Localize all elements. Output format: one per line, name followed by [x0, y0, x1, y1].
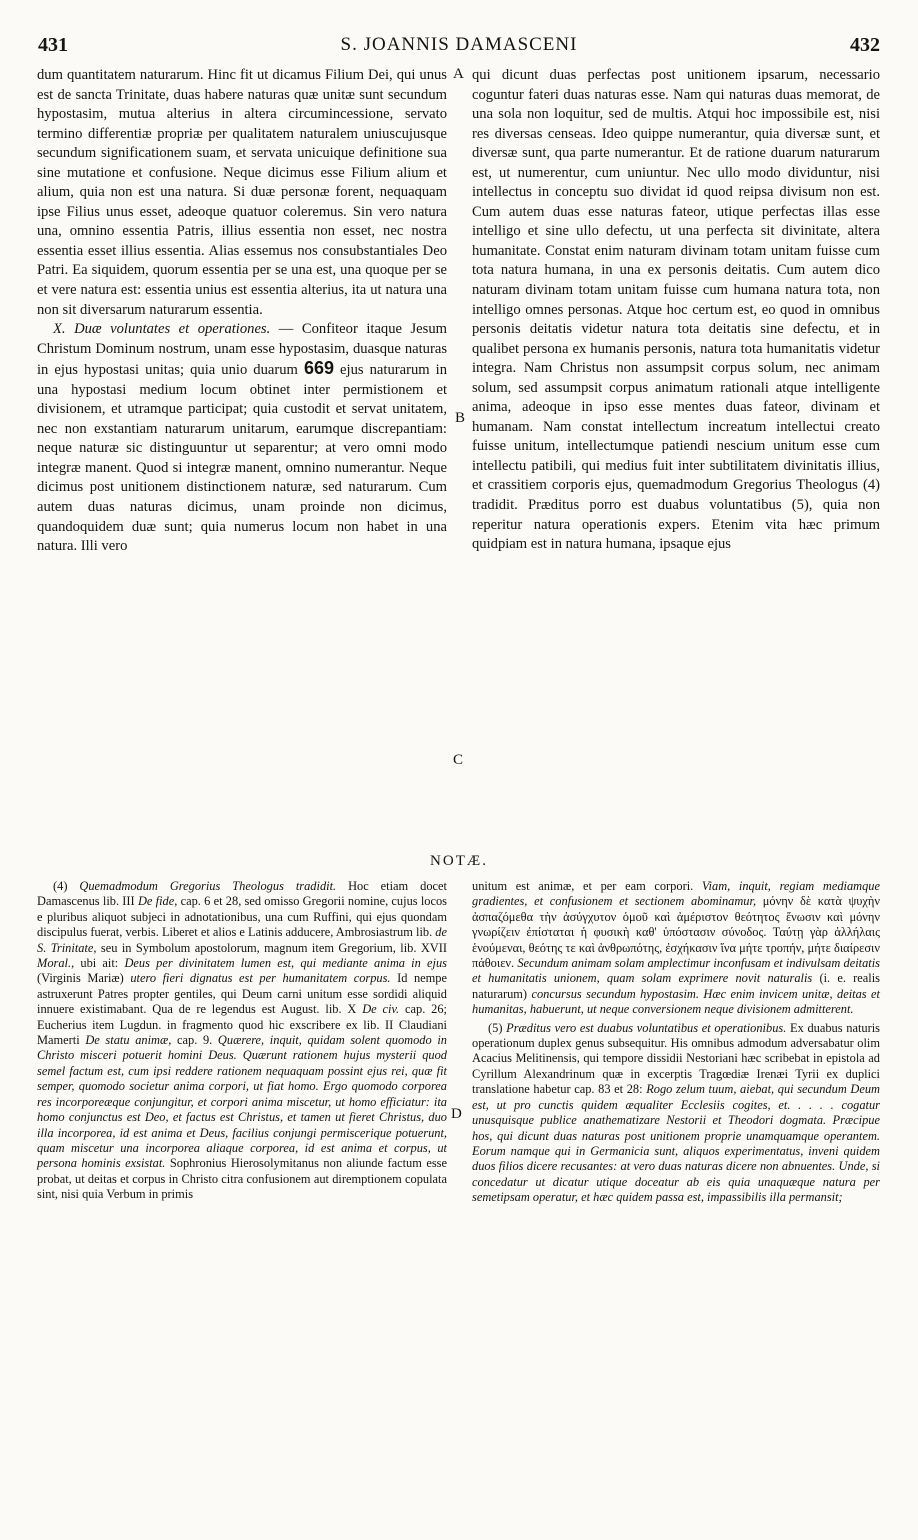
note-quote: Secundum animam solam amplectimur inconfusam et indivulsam deitatis et humanitatis unionem, quam solam exprimere novit naturalis [472, 956, 881, 986]
margin-mark-d: D [451, 1106, 462, 1122]
left-paragraph-2 [37, 320, 447, 557]
section-heading: X. Duæ voluntates et operationes. [53, 321, 271, 338]
left-paragraph-1: dum quantitatem naturarum. Hinc fit ut dicamus Filium Dei, qui unus est de sancta Trinitate, duas habere naturas quæ unitæ sunt secundum hypostasim, mutua alterius in altera circumincessione, servato termino differentiæ propriæ per qualitatem naturalem uniuscujusque secundum significationem suam, et servata unicuique definitione sua sine mutatione et confusione. Neque dicimus esse Filium alium et alium, quia non est una natura. Si duæ personæ forent, nequaquam ipse Filius unus esset, adeoque quatuor coleremus. Sin vero natura una, omnino essentia Patris, illius essentia non esset, nec nostra essentia esset illius essentia. Alias essemus nos consubstantiales Deo Patri. Ea siquidem, quorum essentia per se una est, una quoque per se et vere natura est: essentia unius est essentia alterius, ita ut natura una non sit diversarum naturarum essentia. [37, 67, 447, 318]
note-text: Id nempe astruxerunt Patres propter gentiles, qui Deum carni unitum esse sordidi aliquid innuere existimabant. Qua de re legendus est August. lib. X [37, 971, 447, 1017]
note-ref: Moral. [37, 956, 72, 971]
note-ref: de S. Trinitate [37, 925, 447, 955]
notes-right-column [472, 879, 880, 1519]
page-number-right: 432 [850, 34, 880, 56]
note-text: , cap. 9. [168, 1033, 218, 1048]
note-text: , cap. 6 et 28, sed omisso Gregorii nomine, cujus locos e pluribus aliquot subjeci in adnotationibus, una cum Ruffini, qui ejus quondam discipulus fuerat, verbis. Liberet et alios e Latinis adducere, Ambrosiastrum lib. [37, 894, 447, 940]
note-text: Hoc etiam docet Damascenus lib. III [37, 879, 447, 909]
note-text: (i. e. realis naturarum) [472, 971, 880, 1001]
right-paragraph-1: qui dicunt duas perfectas post unitionem ipsarum, necessario coguntur fateri duas naturas esse. Nam qui naturas duas memorat, de una sola non loquitur, sed de multis. Atqui hoc impossibile est, nisi res diversas censeas. Ideo quippe numerantur, quia diversæ sunt, et diversæ sunt, qua parte numerantur. Et de ratione duarum naturarum est, ut numerentur, cum uniuntur. Nec ullo modo dividuntur, nisi intellectus in conceptu suo dividat id quod reipsa divisum non est. Cum autem duas esse naturas fateor, utique perfectas illas esse intelligo et sine ullo defectu, ut una perfecta sit divinitate, altera humanitate. Constat enim naturam divinam totam unitam fuisse cum tota natura humana, in una ex personis deitatis. Cum autem dico naturam divinam totam unitam fuisse cum humana natura tota, non intelligo omnes personas. Atque hoc certum est, eo quod in omnibus personis deitatis videtur natura tota deitatis sine defectu, et in qualibet persona ex humanis personis, natura tota humanitatis videtur integra. Nam Christus non assumpsit corpus solum, nec animam solum, sed assumpsit corpus animatum rationali atque intelligente anima, adeoque in ipso esse mentes duas fateor, divinam et humanam. Nam constat intellectum increatum intellectui creato fuisse unitum, intellectumque patiendi nescium unitum esse cum intellectu patibili, qui medius fuit inter subtilitatem divinitatis illius, et crassitiem corporis ejus, quemadmodum Gregorius Theologus (4) tradidit. Præditus porro est duabus voluntatibus (5), quia non reperitur natura operationis expers. Etenim vita hæc primum quidpiam est in natura humana, ipsaque ejus [472, 67, 880, 553]
greek-quote: μόνην δὲ κατὰ ψυχὴν ἀσπαζόμεθα τὴν ἀσύγχυτον ὁμοῦ καὶ ἀμέριστον θεότητος ἕνωσιν καὶ μόνην γνωρίζειν ἐπίσταται ἡ φυσικὴ καθ' ὑπόστασιν σύνοδος. Ταύτῃ γὰρ ἀλλήλαις ἑνούμεναι, θεότης τε καὶ ἀνθρωπότης, ἐσχήκασιν ἵνα μήτε τροπήν, μήτε διαίρεσιν πάθοιεν. [472, 894, 880, 971]
margin-mark-a: A [453, 66, 464, 82]
note-label: (4) [53, 879, 80, 893]
note-text: Sophronius Hierosolymitanus non aliunde factum esse probat, ut deitas et corpus in Christo citra confusionem aut diremptionem copulata sint, nisi quia Verbum in primis [37, 1156, 447, 1202]
note-text: , ubi ait: [71, 956, 125, 971]
right-body-column [472, 66, 880, 844]
note-quote: concursus secundum hypostasim. Hæc enim invicem unitæ, deitas et humanitas, habuerunt, ut neque conversionem neque divisionem admitterent. [472, 986, 880, 1017]
notes-heading: NOTÆ. [430, 853, 488, 869]
running-title: S. JOANNIS DAMASCENI [340, 34, 578, 55]
note-title: Præditus vero est duabus voluntatibus et operationibus. [506, 1020, 787, 1035]
margin-mark-c: C [453, 752, 464, 768]
note-quote: utero fieri dignatus est per humanitatem corpus. [130, 971, 391, 986]
note-quote: Viam, inquit, regiam mediamque gradientes, et confusionem et sectionem abominamur, [472, 879, 880, 909]
running-header [38, 34, 880, 64]
note-4 [37, 879, 447, 1203]
note-ref: De civ. [362, 1002, 400, 1017]
note-5 [472, 1021, 880, 1206]
notes-left-column [37, 879, 447, 1519]
note-quote: Deus per divinitatem lumen est, qui mediante anima in ejus [124, 956, 447, 971]
note-text: , seu in Symbolum apostolorum, magnum item Gregorium, lib. XVII [93, 940, 447, 955]
left-body-column [37, 66, 447, 844]
note-ref: De statu animæ [85, 1033, 169, 1048]
margin-mark-b: B [455, 410, 466, 426]
page-number-left: 431 [38, 34, 68, 56]
note-title: Quemadmodum Gregorius Theologus tradidit. [79, 879, 337, 893]
note-text: cap. 26; Eucherius item Lugdun. in fragmento quod hic exscribere ex lib. II Claudiani Mamerti [37, 1002, 447, 1048]
paragraph-text: — Confiteor itaque Jesum Christum Dominum nostrum, unam esse hypostasim, duasque naturas in ejus hypostasi unitas; quia unio duarum [37, 321, 447, 379]
note-label: (5) [488, 1020, 507, 1035]
note-ref: De fide [137, 894, 175, 909]
note-quote: Quærere, inquit, quidam solent quomodo in Christo misceri potuerit homini Deus. Quærunt rationem hujus mysterii quod semel factum est, cum ipsi reddere rationem nequaquam possint ejus rei, quæ fit semper, quomodo societur anima corpori, ut fiat homo. Ergo quomodo corporea res incorporeæque conjungitur, et corpori anima miscetur, ut homo efficiatur: ita homo conjunctus est Deo, et factus est Christus, et tamen ut fieret Christus, duo illa incorporea, id est anima et Deus, facilius conjungi permiscerique potuerunt, quam miscetur una incorporea aliaque corporea, id est anima et corpus, ut persona hominis exsistat. [37, 1033, 447, 1171]
note-text: unitum est animæ, et per eam corpori. [472, 879, 702, 893]
note-text: Ex duabus naturis operationum duplex genus subsequitur. His omnibus admodum adversabatur olim Acacius Melitinensis, qui tempore dissidii Nestoriani hæc scribebat in epistola ad Cyrillum Alexandrinum quæ in excerptis Tragœdiæ Irenæi Tyrii ex duplici translatione habetur cap. 83 et 28: [472, 1020, 880, 1097]
note-text: (Virginis Mariæ) [37, 971, 131, 986]
column-number: 669 [303, 358, 334, 379]
note-quote: Rogo zelum tuum, aiebat, qui secundum Deum est, ut pro cunctis quidem æqualiter Ecclesiis cogites, et. . . . . cogatur unusquisque publice anathematizare Nestorii et Theodori dogmata. Præcipue hos, qui dicunt duas naturas post unitionem proprie unamquamque operantem. Eorum namque qui in Germanicia sunt, aliquos experimentatus, inveni quidem duos filios dicere recusantes: at vero duas naturas dicere non abnuentes. Unde, si concedatur ut dicatur utique doceatur ab eis quia unaquæque natura per semetipsam operatur, et hæc quidem passa est, impassibilis illa permansit; [472, 1082, 880, 1205]
note-4-continued [472, 879, 880, 1018]
paragraph-text: ejus naturarum in una hypostasi medium locum obtinet inter permistionem et divisionem, et utramque participat; quia custodit et servat unitatem, nec non exstantiam naturarum unitarum, earumque discrepantiam: neque naturæ sic distinguuntur ut separentur; at vero omni modo integræ manent. Quod si integræ manent, omnino numerantur. Neque dicimus post unitionem distinctionem naturæ, sed naturarum. Cum autem duas naturas dicimus, unam proinde non dicimus, quandoquidem duæ sunt; quia numerus locum non habet in una natura. Illi vero [37, 362, 447, 555]
